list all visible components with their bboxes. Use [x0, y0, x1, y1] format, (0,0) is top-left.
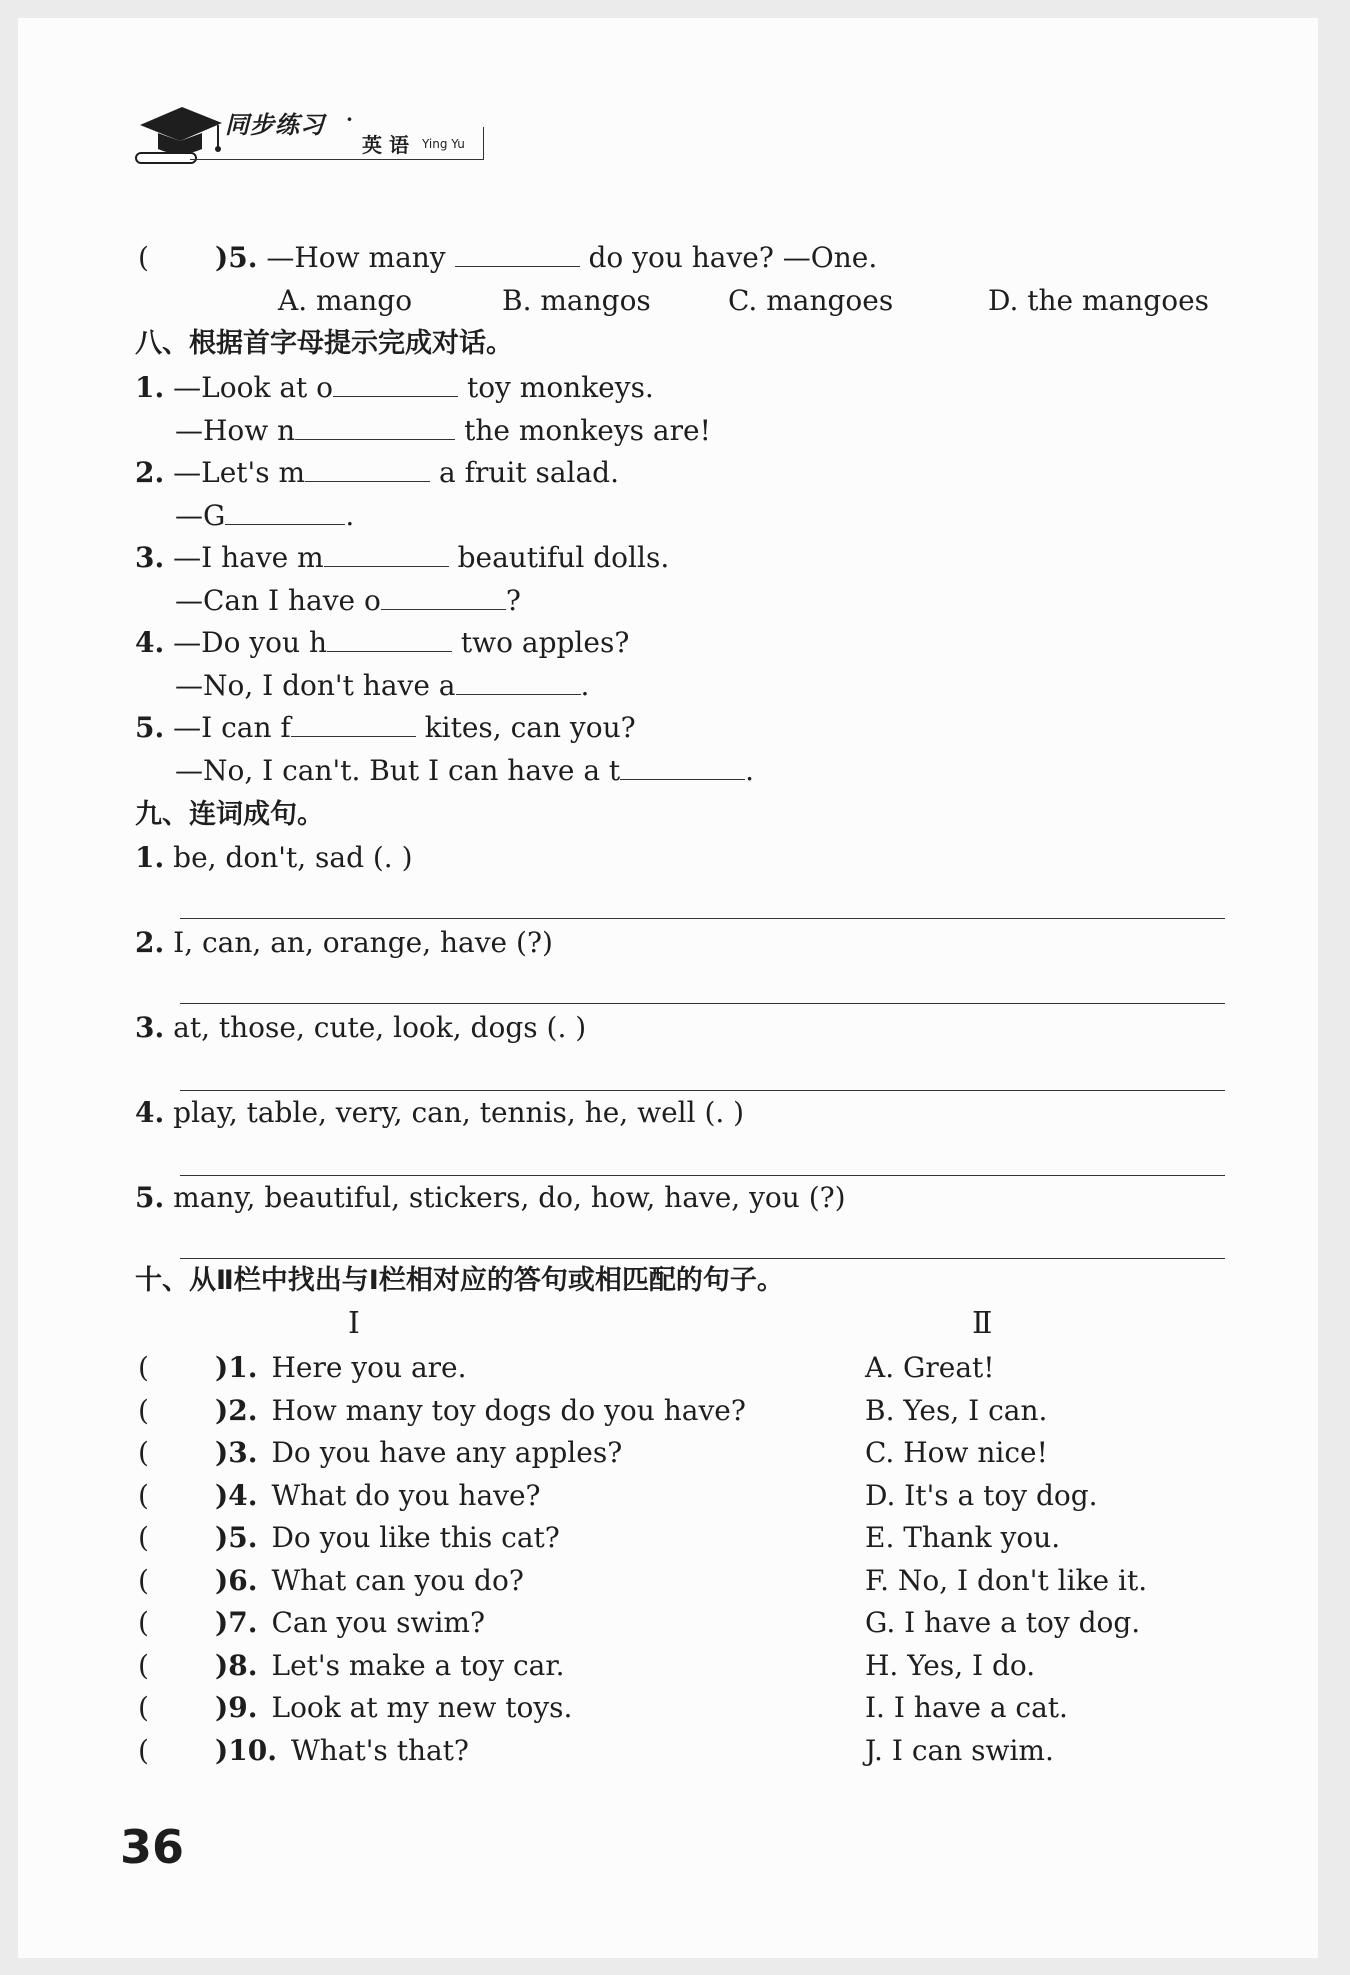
section-10-title: 十、从Ⅱ栏中找出与Ⅰ栏相对应的答句或相匹配的句子。 — [135, 1265, 784, 1296]
question-number: )5. — [215, 1521, 258, 1554]
question-number: 2. — [135, 456, 165, 489]
word-list: I, can, an, orange, have (?) — [173, 926, 553, 959]
answer-paren[interactable]: ( — [138, 1733, 149, 1767]
dialog-prefix: —Let's m — [173, 456, 306, 489]
question-number: )7. — [215, 1606, 258, 1639]
dialog-line — [135, 455, 619, 491]
answer-paren[interactable]: ( — [138, 1478, 149, 1512]
match-left-item — [215, 1648, 565, 1684]
answer-paren[interactable]: ( — [138, 1436, 149, 1469]
reorder-question — [135, 840, 413, 876]
reorder-question — [135, 1180, 846, 1216]
question-number: )8. — [215, 1648, 258, 1682]
question-number: )1. — [215, 1351, 258, 1384]
dialog-suffix: two apples? — [460, 626, 630, 659]
match-right-item: E. Thank you. — [865, 1521, 1061, 1554]
match-left-text: Can you swim? — [271, 1606, 485, 1639]
answer-paren[interactable]: ( — [138, 1691, 149, 1724]
match-left-text: Do you like this cat? — [271, 1521, 560, 1554]
subject-pinyin: Ying Yu — [422, 137, 465, 151]
dialog-prefix: —Can I have o — [175, 584, 381, 617]
match-left-text: What's that? — [290, 1733, 469, 1767]
word-list: at, those, cute, look, dogs (. ) — [173, 1011, 587, 1044]
dialog-prefix: —Do you h — [173, 626, 327, 659]
dialog-prefix: —How n — [175, 414, 296, 447]
header-dot: · — [346, 107, 353, 131]
dialog-line — [175, 753, 754, 789]
dialog-prefix: —No, I can't. But I can have a t — [175, 754, 621, 787]
answer-paren[interactable]: ( — [138, 1563, 149, 1597]
question-number: )2. — [215, 1393, 258, 1427]
question-number: )9. — [215, 1691, 258, 1724]
series-brand: 同步练习 — [225, 111, 325, 139]
match-left-text: Look at my new toys. — [271, 1691, 573, 1724]
match-right-item: D. It's a toy dog. — [865, 1478, 1098, 1512]
match-right-item: F. No, I don't like it. — [865, 1563, 1148, 1597]
reorder-question — [135, 1095, 744, 1131]
match-right-item: I. I have a cat. — [865, 1691, 1068, 1724]
graduation-cap-icon — [130, 95, 225, 175]
dialog-prefix: —I have m — [173, 541, 324, 574]
dialog-suffix: . — [745, 754, 755, 787]
question-number: 4. — [135, 626, 165, 659]
answer-line[interactable] — [180, 1258, 1225, 1259]
q5-prefix: —How many — [266, 241, 446, 274]
question-number: )5. — [215, 241, 258, 274]
dialog-suffix: the monkeys are! — [464, 414, 711, 447]
reorder-question — [135, 1010, 586, 1046]
question-number: 1. — [135, 841, 165, 874]
fill-blank[interactable] — [620, 753, 745, 780]
answer-line[interactable] — [180, 1003, 1225, 1004]
match-left-item — [215, 1690, 572, 1726]
section-9-title: 九、连词成句。 — [135, 799, 324, 830]
answer-line[interactable] — [180, 918, 1225, 919]
fill-blank[interactable] — [327, 625, 452, 652]
option-c: C. mangoes — [728, 284, 894, 317]
answer-line[interactable] — [180, 1090, 1225, 1091]
match-left-item — [215, 1605, 485, 1641]
match-left-text: What do you have? — [271, 1478, 541, 1512]
question-number: 4. — [135, 1096, 165, 1129]
option-a: A. mango — [278, 284, 413, 317]
dialog-prefix: —G — [175, 499, 226, 532]
question-number: )3. — [215, 1436, 258, 1469]
fill-blank[interactable] — [225, 498, 345, 525]
word-list: play, table, very, can, tennis, he, well (. ) — [173, 1096, 745, 1129]
dialog-suffix: kites, can you? — [424, 711, 636, 744]
question-number: 3. — [135, 1011, 165, 1044]
dialog-line — [135, 540, 669, 576]
fill-blank[interactable] — [305, 455, 430, 482]
section-8-title: 八、根据首字母提示完成对话。 — [135, 328, 513, 359]
match-left-text: Do you have any apples? — [271, 1436, 623, 1469]
match-right-item: C. How nice! — [865, 1436, 1048, 1469]
question-number: 3. — [135, 541, 165, 574]
match-left-item — [215, 1435, 622, 1471]
fill-blank[interactable] — [291, 710, 416, 737]
question-number: )4. — [215, 1478, 258, 1512]
fill-blank[interactable] — [455, 240, 580, 267]
subject-label: 英 语 — [362, 133, 409, 157]
dialog-prefix: —Look at o — [173, 371, 334, 404]
match-left-text: Let's make a toy car. — [271, 1648, 565, 1682]
column-1-heading: Ⅰ — [348, 1306, 360, 1341]
page-number: 36 — [120, 1820, 185, 1874]
match-right-item: H. Yes, I do. — [865, 1648, 1036, 1682]
answer-paren[interactable]: ( — [138, 1521, 149, 1554]
fill-blank[interactable] — [333, 370, 458, 397]
match-left-item — [215, 1520, 560, 1556]
reorder-question — [135, 925, 553, 961]
question-number: 5. — [135, 711, 165, 744]
question-number: 5. — [135, 1181, 165, 1214]
answer-paren[interactable]: ( — [138, 1351, 149, 1384]
match-right-item: G. I have a toy dog. — [865, 1606, 1141, 1639]
dialog-suffix: beautiful dolls. — [457, 541, 670, 574]
dialog-line — [175, 498, 354, 534]
option-b: B. mangos — [502, 284, 651, 317]
dialog-prefix: —I can f — [173, 711, 291, 744]
match-left-item — [215, 1478, 541, 1514]
dialog-line — [175, 583, 521, 619]
dialog-line — [175, 668, 589, 704]
header-banner — [130, 95, 490, 175]
fill-blank[interactable] — [381, 583, 506, 610]
fill-blank[interactable] — [456, 668, 581, 695]
match-left-item — [215, 1733, 469, 1769]
match-left-text: What can you do? — [271, 1563, 524, 1597]
match-right-item: B. Yes, I can. — [865, 1393, 1048, 1427]
word-list: be, don't, sad (. ) — [173, 841, 413, 874]
header-rule — [190, 159, 355, 160]
dialog-line — [135, 625, 629, 661]
q5-suffix: do you have? —One. — [588, 241, 878, 274]
dialog-suffix: . — [580, 669, 590, 702]
match-left-text: Here you are. — [271, 1351, 467, 1384]
column-2-heading: Ⅱ — [972, 1306, 993, 1341]
answer-line[interactable] — [180, 1175, 1225, 1176]
match-right-item: A. Great! — [865, 1351, 995, 1384]
dialog-suffix: a fruit salad. — [438, 456, 620, 489]
dialog-suffix: ? — [505, 584, 521, 617]
dialog-line — [135, 370, 654, 406]
option-d: D. the mangoes — [988, 284, 1210, 317]
match-left-item — [215, 1563, 524, 1599]
match-right-item: J. I can swim. — [865, 1733, 1054, 1767]
answer-paren[interactable]: ( — [138, 1606, 149, 1639]
fill-blank[interactable] — [295, 413, 455, 440]
q5-question — [215, 240, 877, 276]
question-number: )6. — [215, 1563, 258, 1597]
question-number: 1. — [135, 371, 165, 404]
dialog-prefix: —No, I don't have a — [175, 669, 456, 702]
fill-blank[interactable] — [324, 540, 449, 567]
dialog-suffix: toy monkeys. — [466, 371, 654, 404]
question-number: )10. — [215, 1733, 277, 1767]
answer-paren[interactable]: ( — [138, 1648, 149, 1682]
dialog-line — [175, 413, 711, 449]
dialog-suffix: . — [345, 499, 355, 532]
match-left-item — [215, 1393, 746, 1429]
match-left-item — [215, 1350, 467, 1386]
answer-paren: ( — [138, 241, 149, 274]
answer-paren[interactable]: ( — [138, 1393, 149, 1427]
match-left-text: How many toy dogs do you have? — [271, 1393, 746, 1427]
question-number: 2. — [135, 926, 165, 959]
word-list: many, beautiful, stickers, do, how, have, you (?) — [173, 1181, 846, 1214]
dialog-line — [135, 710, 636, 746]
